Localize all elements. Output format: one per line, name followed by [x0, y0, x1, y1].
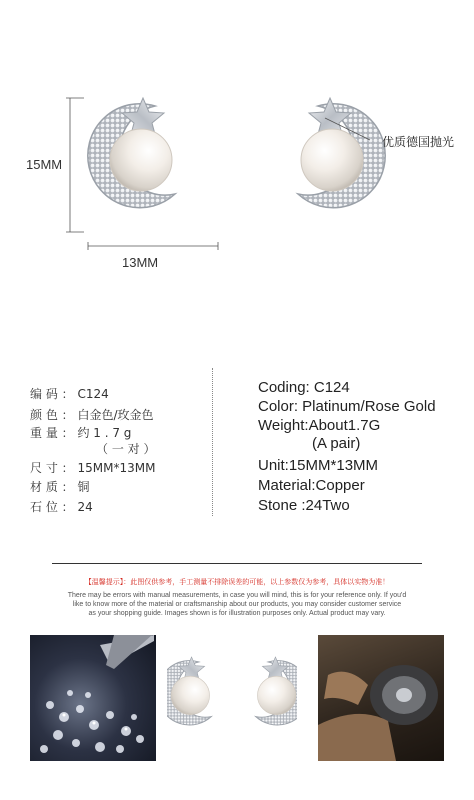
polish-callout: 优质德国抛光: [382, 135, 455, 149]
earrings-image: [0, 60, 474, 280]
spec-cn-row: 石 位 ： 24: [30, 500, 93, 514]
spec-coding: Coding: C124: [258, 379, 350, 396]
spec-cn-row: [96, 440, 155, 457]
width-dimension-label: 13MM: [122, 255, 159, 270]
diamonds-photo: [30, 635, 156, 761]
spec-stone: Stone :24Two: [258, 497, 350, 514]
notice-body: [57, 591, 417, 618]
product-illustration: [0, 60, 474, 280]
spec-value: C124: [77, 387, 109, 401]
spec-material: Material:Copper: [258, 477, 365, 494]
spec-label: 材 质: [30, 480, 58, 494]
spec-pair: (A pair): [312, 435, 361, 452]
spec-cn-row: 颜 色 ： 白金色/玫金色: [30, 408, 154, 422]
spec-value: 白金色/玫金色: [77, 408, 154, 422]
spec-cn-row: 重 量 ： 约 1 . 7 g: [30, 426, 132, 440]
notice-line: There may be errors with manual measurements, in case you will mind, this is for your reference only. If you'd: [67, 592, 407, 599]
spec-cn-row: 尺 寸 ： 15MM*13MM: [30, 461, 156, 475]
spec-cn-row: 材 质 ： 铜: [30, 480, 90, 494]
earrings-small-photo: [167, 655, 297, 745]
spec-value: 15MM*13MM: [77, 461, 156, 475]
spec-value: 24: [77, 500, 93, 514]
spec-value: 铜: [77, 480, 90, 494]
spec-unit: Unit:15MM*13MM: [258, 457, 379, 474]
spec-cn-row: 编 码 ： C124: [30, 387, 109, 401]
spec-value: 约 1 . 7 g: [77, 426, 132, 440]
spec-label: 颜 色: [30, 408, 58, 422]
spec-value: （ 一 对 ）: [96, 442, 156, 456]
height-dimension-label: 15MM: [26, 157, 63, 172]
notice-line: like to know more of the material or craftsmanship about our products, you may consider customer service: [72, 601, 402, 608]
spec-label: 石 位: [30, 500, 58, 514]
notice-title: 【温馨提示】：此图仅供参考，手工测量不排除误差的可能，以上参数仅为参考，具体以实物为准！: [84, 578, 390, 586]
spec-weight: Weight:About1.7G: [258, 417, 381, 434]
spec-label: 重 量: [30, 426, 58, 440]
vertical-divider: [212, 368, 213, 516]
section-divider: [52, 563, 422, 564]
notice-line: as your shopping guide. Images shown is for illustration purposes only. Actual product may vary.: [88, 610, 386, 617]
spec-label: 编 码: [30, 387, 58, 401]
spec-label: 尺 寸: [30, 461, 58, 475]
polishing-photo: [318, 635, 444, 761]
spec-color: Color: Platinum/Rose Gold: [258, 398, 436, 415]
